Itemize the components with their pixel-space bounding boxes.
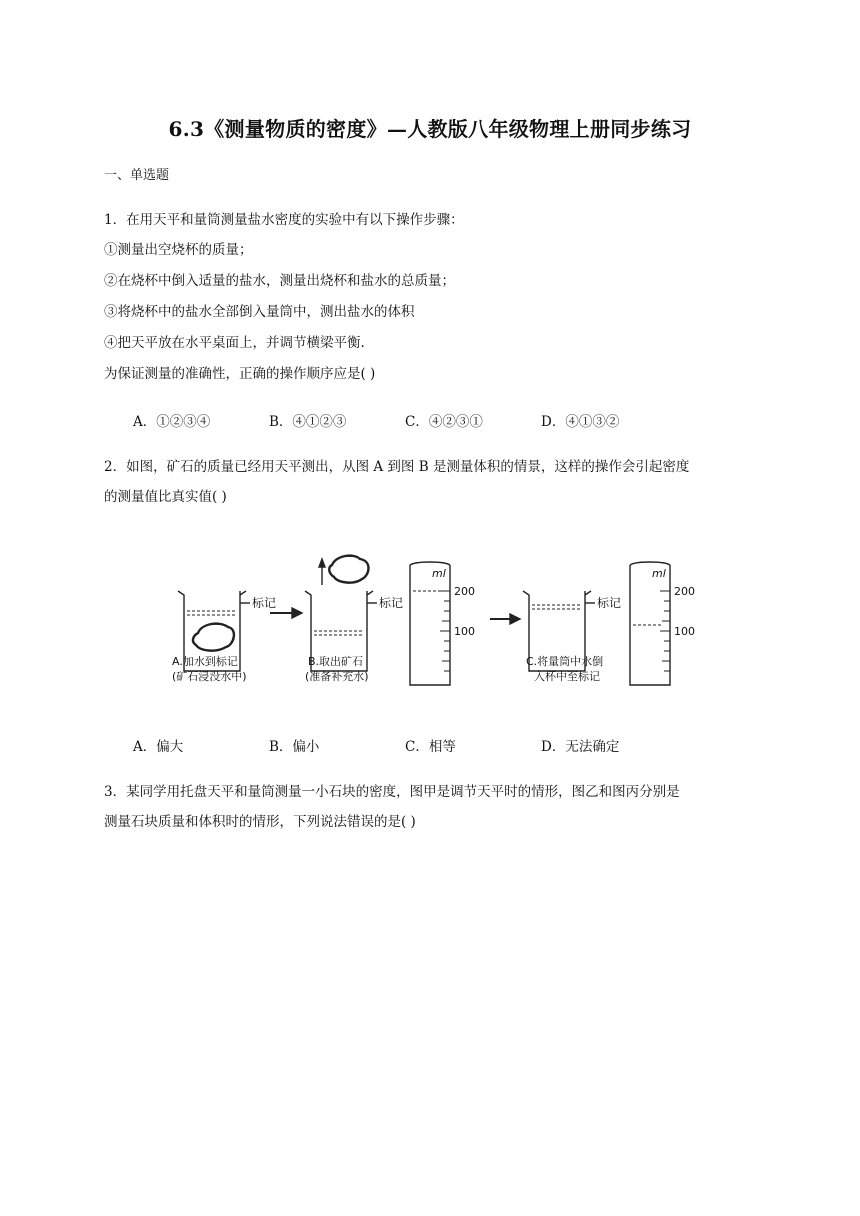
q2-option-b[interactable]: B．偏小 xyxy=(269,739,320,755)
q3-line-2: 测量石块质量和体积时的情形，下列说法错误的是( ) xyxy=(104,814,416,830)
q1-step-1: ①测量出空烧杯的质量； xyxy=(104,242,253,258)
q2-figure xyxy=(160,553,700,693)
q1-option-d[interactable]: D．④①③② xyxy=(541,414,620,430)
q1-step-4: ④把天平放在水平桌面上，并调节横梁平衡. xyxy=(104,335,365,351)
q1-option-b[interactable]: B．④①②③ xyxy=(269,414,347,430)
q1-option-a[interactable]: A．①②③④ xyxy=(133,414,211,430)
caption-a-1: A.加水到标记 xyxy=(172,655,238,668)
q2-line-2: 的测量值比真实值( ) xyxy=(104,489,227,505)
q1-option-c[interactable]: C．④②③① xyxy=(405,414,483,430)
rock-lifted xyxy=(329,556,368,583)
cyl-2-unit: ml xyxy=(652,567,666,580)
q1-step-3: ③将烧杯中的盐水全部倒入量筒中，测出盐水的体积 xyxy=(104,304,415,320)
caption-a-2: (矿石浸没水中) xyxy=(172,670,247,683)
q2-line-1: 2．如图，矿石的质量已经用天平测出，从图 A 到图 B 是测量体积的情景，这样的操作会引起密度 xyxy=(104,459,690,475)
section-heading: 一、单选题 xyxy=(104,168,170,183)
caption-c-1: C.将量筒中水倒 xyxy=(526,655,604,668)
mark-label-b: 标记 xyxy=(379,596,404,610)
cylinder-1 xyxy=(410,565,450,685)
cyl-1-tick-200: 200 xyxy=(454,585,475,598)
caption-c-2: 入杯中至标记 xyxy=(534,670,600,683)
beaker-cylinder-diagram xyxy=(160,553,700,693)
cyl-2-tick-100: 100 xyxy=(674,625,695,638)
cyl-2-tick-200: 200 xyxy=(674,585,695,598)
q2-option-d[interactable]: D．无法确定 xyxy=(541,739,620,755)
caption-b-2: (准备补充水) xyxy=(305,670,369,683)
q2-option-c[interactable]: C．相等 xyxy=(405,739,456,755)
page-title: 6.3《测量物质的密度》—人教版八年级物理上册同步练习 xyxy=(168,117,692,141)
rock-in-beaker xyxy=(193,624,234,651)
q1-step-2: ②在烧杯中倒入适量的盐水，测量出烧杯和盐水的总质量； xyxy=(104,273,455,289)
q1-question: 为保证测量的准确性，正确的操作顺序应是( ) xyxy=(104,366,376,382)
q2-option-a[interactable]: A．偏大 xyxy=(133,739,184,755)
mark-label-a: 标记 xyxy=(252,596,277,610)
q3-line-1: 3．某同学用托盘天平和量筒测量一小石块的密度，图甲是调节天平时的情形，图乙和图丙分别是 xyxy=(104,784,680,800)
caption-b-1: B.取出矿石 xyxy=(308,655,364,668)
cyl-1-tick-100: 100 xyxy=(454,625,475,638)
q1-stem: 1．在用天平和量筒测量盐水密度的实验中有以下操作步骤： xyxy=(104,212,464,228)
mark-label-c: 标记 xyxy=(597,596,622,610)
cyl-1-unit: ml xyxy=(432,567,446,580)
